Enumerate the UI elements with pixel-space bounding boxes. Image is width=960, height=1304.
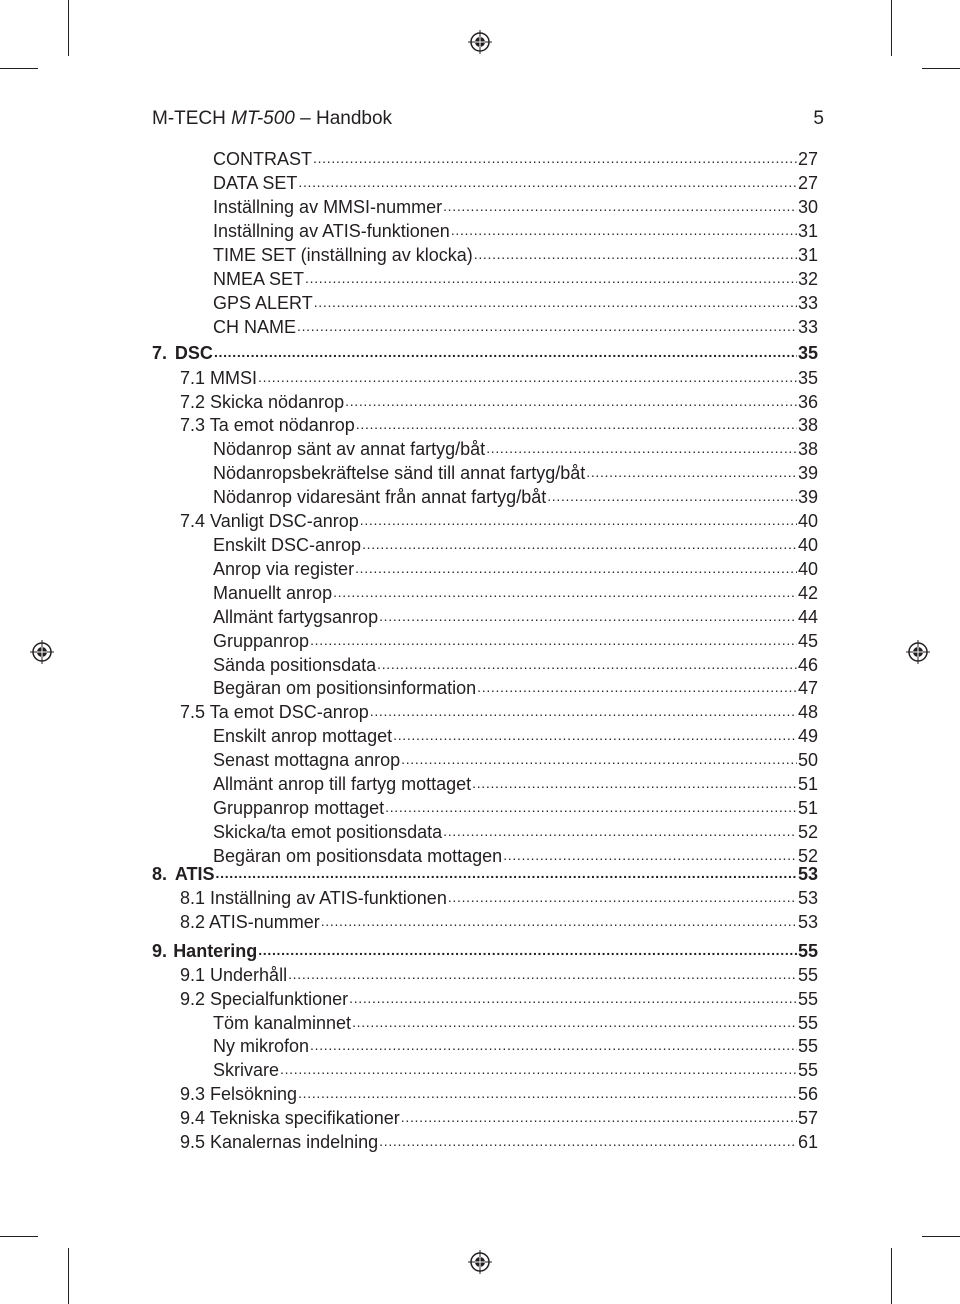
toc-entry-label: Inställning av MMSI-nummer [213, 197, 443, 217]
toc-page-number: 40 [797, 511, 818, 531]
toc-page-number: 53 [797, 888, 818, 908]
toc-entry [213, 267, 818, 291]
toc-entry-label: Enskilt DSC-anrop [213, 535, 362, 555]
toc-dot-leader [298, 169, 797, 194]
toc-page-number: 53 [797, 864, 818, 884]
crop-mark [0, 1236, 38, 1237]
toc-page-number: 27 [797, 173, 818, 193]
registration-mark-icon [468, 1250, 492, 1274]
toc-dot-leader [586, 459, 797, 484]
crop-mark [0, 68, 38, 69]
toc-dot-leader [258, 364, 797, 389]
toc-dot-leader [352, 1009, 797, 1034]
toc-entry [213, 461, 818, 485]
toc-dot-leader [360, 507, 797, 532]
toc-dot-leader [547, 483, 797, 508]
toc-page-number: 40 [797, 535, 818, 555]
toc-entry [180, 987, 818, 1011]
toc-entry [213, 820, 818, 844]
toc-entry-label: Senast mottagna anrop [213, 750, 401, 770]
toc-entry-label: CH NAME [213, 317, 297, 337]
toc-page-number: 56 [797, 1084, 818, 1104]
crop-mark [922, 1236, 960, 1237]
toc-entry [213, 796, 818, 820]
toc-entry [180, 1130, 818, 1154]
toc-dot-leader [305, 265, 797, 290]
toc-entry-label: Allmänt anrop till fartyg mottaget [213, 774, 472, 794]
toc-dot-leader [298, 1080, 797, 1105]
toc-entry-label: Allmänt fartygsanrop [213, 607, 379, 627]
toc-entry-label: 8.2 ATIS-nummer [180, 912, 320, 932]
toc-entry-label: Gruppanrop [213, 631, 310, 651]
toc-page-number: 33 [797, 317, 818, 337]
toc-entry [213, 437, 818, 461]
toc-page-number: 55 [797, 989, 818, 1009]
toc-page-number: 39 [797, 463, 818, 483]
toc-entry-label: 7.5 Ta emot DSC-anrop [180, 702, 369, 722]
toc-entry [213, 171, 818, 195]
toc-page-number: 46 [797, 655, 818, 675]
toc-entry-label: Manuellt anrop [213, 583, 333, 603]
toc-entry [213, 1058, 818, 1082]
toc-dot-leader [314, 289, 797, 314]
toc-dot-leader [333, 579, 797, 604]
toc-entry-label: Skicka/ta emot positionsdata [213, 822, 443, 842]
toc-entry-label: ATIS [174, 864, 215, 884]
toc-page-number: 52 [797, 846, 818, 866]
toc-page-number: 50 [797, 750, 818, 770]
toc-dot-leader [401, 1104, 797, 1129]
toc-entry-label: 7.4 Vanligt DSC-anrop [180, 511, 359, 531]
toc-dot-leader [486, 435, 797, 460]
toc-page-number: 35 [797, 368, 818, 388]
toc-page-number: 39 [797, 487, 818, 507]
toc-dot-leader [477, 674, 797, 699]
toc-page-number: 36 [797, 392, 818, 412]
title-rest: – Handbok [294, 108, 393, 129]
registration-mark-icon [906, 640, 930, 664]
toc-entry-label: Ny mikrofon [213, 1036, 310, 1056]
toc-entry-label: NMEA SET [213, 269, 305, 289]
toc-entry [180, 509, 818, 533]
toc-chapter-entry [152, 341, 818, 365]
toc-page-number: 30 [797, 197, 818, 217]
toc-entry-label: CONTRAST [213, 149, 312, 169]
toc-dot-leader [474, 241, 797, 266]
toc-page-number: 40 [797, 559, 818, 579]
toc-page-number: 55 [797, 1036, 818, 1056]
toc-dot-leader [443, 193, 797, 218]
toc-dot-leader [472, 770, 797, 795]
toc-entry [213, 605, 818, 629]
toc-dot-leader [258, 937, 797, 962]
toc-page-number: 55 [797, 1060, 818, 1080]
toc-entry-label: 9.3 Felsökning [180, 1084, 298, 1104]
document-title [152, 106, 392, 132]
crop-mark [68, 0, 69, 56]
toc-entry [180, 366, 818, 390]
page-number: 5 [813, 108, 824, 129]
toc-entry-label: GPS ALERT [213, 293, 313, 313]
crop-mark [922, 68, 960, 69]
toc-dot-leader [370, 698, 797, 723]
toc-chapter-number: 7. [152, 343, 168, 363]
toc-entry-label: Anrop via register [213, 559, 355, 579]
toc-dot-leader [216, 860, 797, 885]
toc-dot-leader [345, 388, 797, 413]
toc-page-number: 61 [797, 1132, 818, 1152]
crop-mark [68, 1248, 69, 1304]
toc-dot-leader [321, 908, 797, 933]
toc-page-number: 55 [797, 1013, 818, 1033]
toc-dot-leader [355, 555, 797, 580]
toc-dot-leader [451, 217, 797, 242]
toc-entry [213, 557, 818, 581]
toc-page-number: 49 [797, 726, 818, 746]
registration-mark-icon [30, 640, 54, 664]
toc-entry-label: TIME SET (inställning av klocka) [213, 245, 473, 265]
toc-page-number: 48 [797, 702, 818, 722]
toc-entry-label: Nödanropsbekräftelse sänd till annat fartyg/båt [213, 463, 586, 483]
toc-entry [213, 315, 818, 339]
toc-entry-label: Nödanrop vidaresänt från annat fartyg/båt [213, 487, 547, 507]
toc-dot-leader [385, 794, 797, 819]
crop-mark [891, 0, 892, 56]
toc-dot-leader [377, 651, 797, 676]
toc-page-number: 35 [797, 343, 818, 363]
toc-dot-leader [310, 1032, 797, 1057]
toc-entry [213, 195, 818, 219]
toc-entry [180, 886, 818, 910]
toc-entry [213, 724, 818, 748]
toc-dot-leader [379, 603, 797, 628]
toc-entry-label: Skrivare [213, 1060, 280, 1080]
toc-page-number: 51 [797, 798, 818, 818]
toc-page-number: 55 [797, 941, 818, 961]
toc-entry-label: 7.2 Skicka nödanrop [180, 392, 345, 412]
toc-entry-label: Hantering [173, 941, 258, 961]
toc-chapter-entry [152, 862, 818, 886]
toc-entry-label: 8.1 Inställning av ATIS-funktionen [180, 888, 447, 908]
toc-page-number: 45 [797, 631, 818, 651]
toc-entry-label: 7.1 MMSI [180, 368, 258, 388]
toc-entry [213, 291, 818, 315]
toc-entry-label: Nödanrop sänt av annat fartyg/båt [213, 439, 486, 459]
toc-entry-label: 7.3 Ta emot nödanrop [180, 415, 355, 435]
toc-entry [180, 1082, 818, 1106]
toc-page-number: 52 [797, 822, 818, 842]
toc-page-number: 33 [797, 293, 818, 313]
toc-entry-label: 9.1 Underhåll [180, 965, 288, 985]
toc-entry [213, 748, 818, 772]
toc-entry [213, 485, 818, 509]
toc-entry [213, 219, 818, 243]
toc-page-number: 31 [797, 245, 818, 265]
toc-dot-leader [288, 961, 797, 986]
crop-mark [891, 1248, 892, 1304]
toc-dot-leader [297, 313, 797, 338]
toc-page-number: 51 [797, 774, 818, 794]
toc-entry [213, 243, 818, 267]
toc-page-number: 27 [797, 149, 818, 169]
toc-entry [180, 700, 818, 724]
page-header [152, 106, 824, 132]
toc-entry [180, 413, 818, 437]
toc-dot-leader [448, 884, 797, 909]
toc-entry-label: DATA SET [213, 173, 298, 193]
toc-entry-label: 9.5 Kanalernas indelning [180, 1132, 379, 1152]
toc-entry-label: Töm kanalminnet [213, 1013, 352, 1033]
toc-page-number: 44 [797, 607, 818, 627]
toc-page-number: 53 [797, 912, 818, 932]
toc-dot-leader [393, 722, 797, 747]
toc-entry [180, 1106, 818, 1130]
toc-dot-leader [310, 627, 797, 652]
toc-page-number: 32 [797, 269, 818, 289]
brand-name: M-TECH [152, 108, 232, 129]
toc-entry-label: Sända positionsdata [213, 655, 377, 675]
toc-entry-label: DSC [174, 343, 213, 363]
toc-chapter-number: 9. [152, 941, 168, 961]
toc-dot-leader [349, 985, 797, 1010]
toc-page-number: 55 [797, 965, 818, 985]
toc-dot-leader [362, 531, 797, 556]
toc-entry-label: Inställning av ATIS-funktionen [213, 221, 450, 241]
toc-page-number: 38 [797, 415, 818, 435]
toc-entry [213, 147, 818, 171]
toc-dot-leader [443, 818, 797, 843]
toc-entry-label: Begäran om positionsinformation [213, 678, 477, 698]
toc-entry [213, 629, 818, 653]
toc-page-number: 42 [797, 583, 818, 603]
toc-entry-label: 9.4 Tekniska specifikationer [180, 1108, 400, 1128]
toc-entry [213, 772, 818, 796]
toc-dot-leader [401, 746, 797, 771]
toc-chapter-number: 8. [152, 864, 168, 884]
toc-page-number: 31 [797, 221, 818, 241]
toc-entry [180, 910, 818, 934]
toc-entry-label: Gruppanrop mottaget [213, 798, 385, 818]
toc-entry [213, 676, 818, 700]
registration-mark-icon [468, 30, 492, 54]
model-name: MT-500 [231, 108, 295, 129]
toc-dot-leader [356, 411, 797, 436]
toc-dot-leader [280, 1056, 797, 1081]
toc-dot-leader [379, 1128, 797, 1153]
toc-page-number: 47 [797, 678, 818, 698]
toc-entry-label: 9.2 Specialfunktioner [180, 989, 349, 1009]
toc-entry [180, 963, 818, 987]
toc-chapter-entry [152, 939, 818, 963]
toc-entry [213, 581, 818, 605]
toc-page-number: 57 [797, 1108, 818, 1128]
toc-page-number: 38 [797, 439, 818, 459]
toc-dot-leader [214, 339, 797, 364]
toc-entry-label: Begäran om positionsdata mottagen [213, 846, 503, 866]
toc-entry-label: Enskilt anrop mottaget [213, 726, 393, 746]
toc-dot-leader [313, 145, 797, 170]
toc-entry [213, 1034, 818, 1058]
toc-entry [213, 533, 818, 557]
